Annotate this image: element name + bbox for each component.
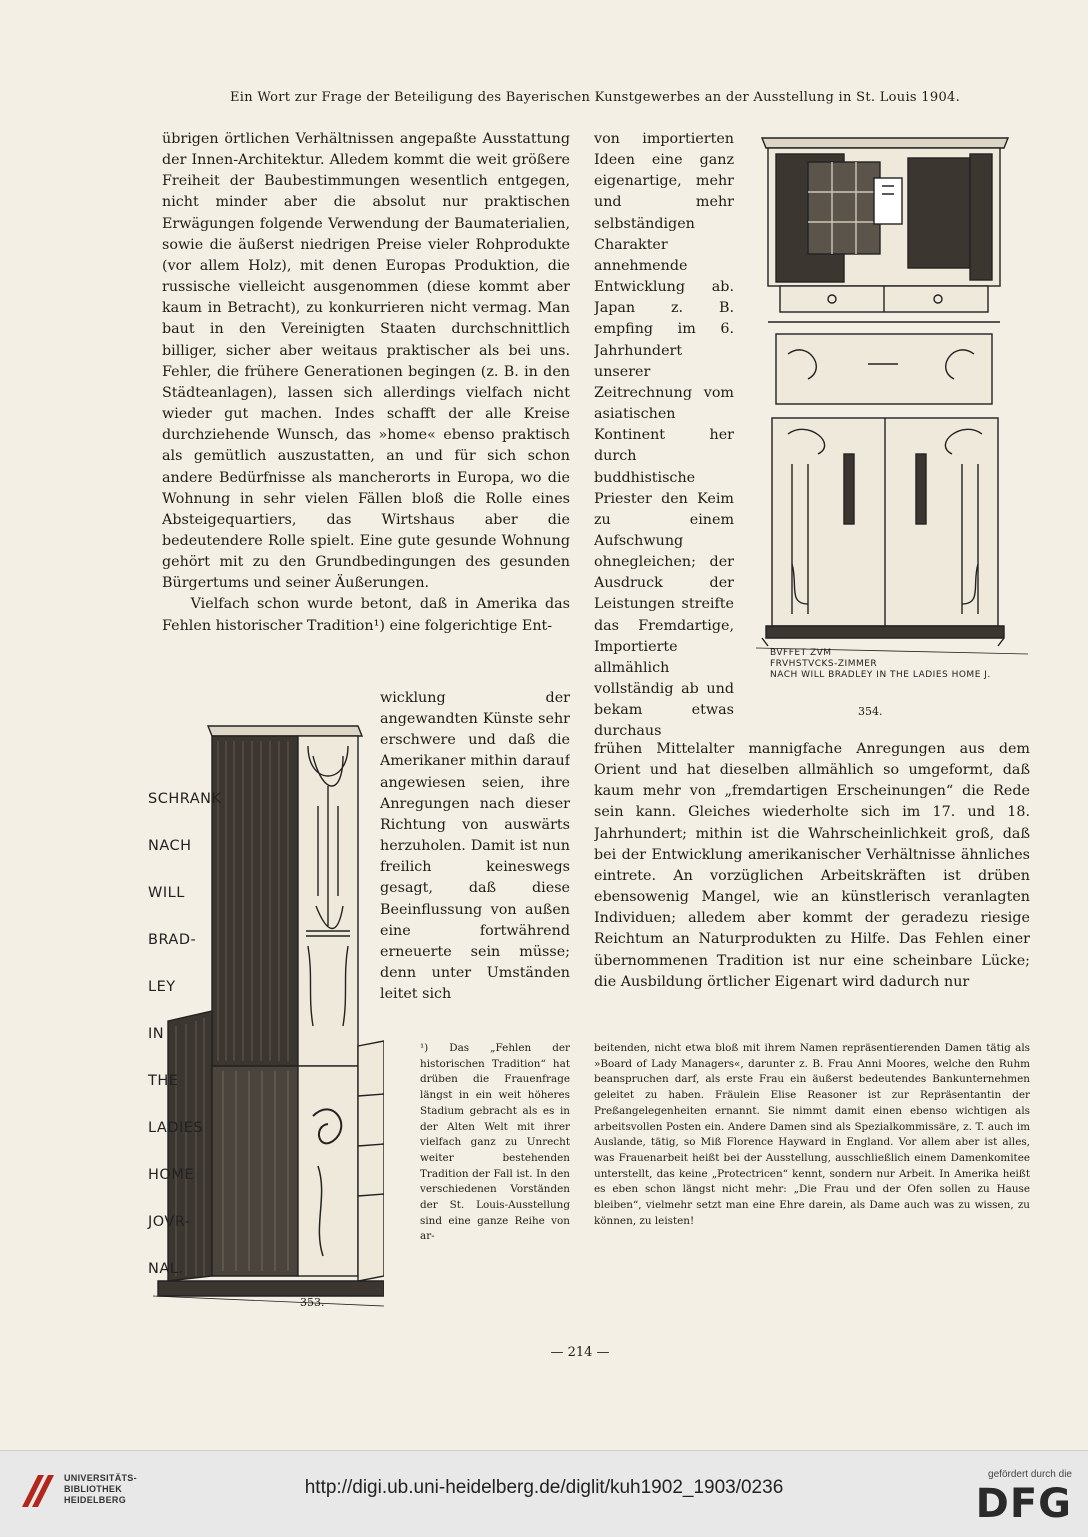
figure-353-caption	[148, 764, 222, 1305]
source-url-link[interactable]: http://digi.ub.uni-heidelberg.de/diglit/kuh1902_1903/0236	[304, 1477, 784, 1498]
caption-line: FRVHSTVCKS-ZIMMER	[770, 659, 878, 669]
page-number: — 214 —	[550, 1345, 610, 1360]
library-name-line: HEIDELBERG	[64, 1495, 127, 1505]
text-column-right-narrow	[594, 129, 734, 744]
caption-line: BRAD-	[148, 931, 197, 948]
paragraph: frühen Mittelalter mannigfache Anregungen aus dem Orient und hat dieselben allmählich so umgeformt, daß kaum mehr von „fremdartigen Erscheinungen“ die Rede sein kann. Gleiches wiederholte sich im 17. und 18. Jahrhundert; mithin ist die Wahrscheinlichkeit groß, daß bei der Entwicklung amerikanischer Verhältnisse ähnliches eintrete. An vorzüglichen Arbeitskräften ist drüben ebensowenig Mangel, wie an künstlerisch veranlagten Individuen; alledem aber kommt der geradezu riesige Reichtum an Naturprodukten zu Hilfe. Das Fehlen einer übernommenen Tradition ist nur eine scheinbare Lücke; die Ausbildung örtlicher Eigenart wird dadurch nur	[594, 741, 1030, 990]
caption-line: THE	[148, 1072, 179, 1089]
paragraph: übrigen örtlichen Verhältnissen angepaßte Ausstattung der Innen-Architektur. Alledem kommt die weit größere Freiheit der Baubestimmungen wesentlich entgegen, nicht minder aber die absolut nur praktischen Erwägungen folgende Verwendung der Baumaterialien, sowie die äußerst niedrigen Preise vieler Rohprodukte (vor allem Holz), mit denen Europas Produktion, die russische vielleicht ausgenommen (diese kommt aber kaum in Betracht), zu konkurrieren nicht vermag. Man baut in den Vereinigten Staaten durchschnittlich billiger, sicher aber weitaus praktischer als bei uns. Fehler, die frühere Generationen begingen (z. B. in den Städteanlagen), lassen sich allerdings vielfach nicht wieder gut machen. Indes schafft der alle Kreise durchziehende Wunsch, das »home« ebenso praktisch als gemütlich auszustatten, an und für sich schon andere Bedürfnisse als mancherorts in Europa, wo die Wohnung in sehr vielen Fällen bloß die Rolle eines Absteigequartiers, das Wirtshaus aber die bedeutendere Rolle spielt. Eine gute gesunde Wohnung gehört mit zu den Grundbedingungen des gesunden Bürgertums und seiner Äußerungen.	[162, 131, 570, 592]
caption-line: LADIES	[148, 1119, 204, 1136]
footer-bar	[0, 1450, 1088, 1537]
caption-line: JOVR-	[148, 1213, 191, 1230]
footnote-left	[420, 1041, 570, 1326]
caption-line: HOME	[148, 1166, 194, 1183]
figure-354-number: 354.	[858, 705, 883, 718]
dfg-funding-note: gefördert durch die	[988, 1469, 1072, 1480]
library-name-line: BIBLIOTHEK	[64, 1484, 122, 1494]
caption-line: IN	[148, 1025, 165, 1042]
figure-354-caption	[770, 648, 991, 681]
dfg-logo: DFG	[975, 1481, 1072, 1527]
paragraph: von importierten Ideen eine ganz eigenartige, mehr und mehr selbständigen Charakter annehmende Entwicklung ab. Japan z. B. empfing im 6. Jahrhundert unserer Zeitrechnung vom asiatischen Kontinent her durch buddhistische Priester den Keim zu einem Aufschwung ohnegleichen; der Ausdruck der Leistungen streifte das Fremdartige, Importierte allmählich vollständig ab und bekam etwas durchaus	[594, 131, 734, 740]
paragraph: Vielfach schon wurde betont, daß in Amerika das Fehlen historischer Tradition¹) eine folgerichtige Ent-	[162, 596, 570, 634]
caption-line: LEY	[148, 978, 176, 995]
figure-353-number: 353.	[300, 1296, 325, 1309]
caption-line: SCHRANK	[148, 790, 222, 807]
footnote-text: ¹) Das „Fehlen der historischen Tradition“ hat drüben die Frauenfrage längst in ein weit höheres Stadium gebracht als es in der Alten Welt mit ihrer vielfach ganz zu Unrecht weiter bestehenden Tradition der Fall ist. In den verschiedenen Vorständen der St. Louis-Ausstellung sind eine ganze Reihe von ar-	[420, 1042, 570, 1243]
footnote-right	[594, 1041, 1030, 1326]
text-column-right-wide	[594, 739, 1030, 1029]
caption-line: BVFFET ZVM	[770, 648, 832, 658]
library-name-line: UNIVERSITÄTS-	[64, 1473, 137, 1483]
caption-line: NACH WILL BRADLEY IN THE LADIES HOME J.	[770, 670, 991, 680]
caption-line: NAL.	[148, 1260, 184, 1277]
paragraph: wicklung der angewandten Künste sehr erschwere und daß die Amerikaner mithin darauf angewiesen seien, ihre Anregungen nach dieser Richtung von auswärts herzuholen. Damit ist nun freilich keineswegs gesagt, daß diese Beeinflussung von außen eine fortwährend erneuerte sein müsse; denn unter Umständen leitet sich	[380, 690, 570, 1003]
figure-354-buffet-illustration	[748, 134, 1038, 694]
text-column-middle	[380, 688, 570, 1033]
running-head: Ein Wort zur Frage der Beteiligung des Bayerischen Kunstgewerbes an der Ausstellung in St. Louis 1904.	[229, 90, 961, 105]
text-column-left	[162, 129, 570, 684]
caption-line: WILL	[148, 884, 185, 901]
footnote-text: beitenden, nicht etwa bloß mit ihrem Namen repräsentierenden Damen tätig als »Board of Lady Managers«, darunter z. B. Frau Anni Moores, welche den Ruhm beanspruchen darf, als erste Frau ein äußerst bedeutendes Bankunternehmen geleitet zu haben. Fräulein Elise Reasoner ist zur Repräsentantin der Preßangelegenheiten ernannt. Sie nimmt damit einen ebenso wichtigen als arbeitsvollen Posten ein. Andere Damen sind als Spezialkommissäre, z. T. auch im Auslande, tätig, so Miß Florence Hayward in England. Vor allem aber ist alles, was Frauenarbeit heißt bei der Ausstellung, ausschließlich einem Damenkomitee unterstellt, das keine „Protectricen“ kennt, sondern nur Arbeit. In Amerika heißt es eben schon längst nicht mehr: „Die Frau und der Ofen sollen zu Hause bleiben“, vielmehr setzt man eine Ehre darein, als Dame auch was zu wissen, zu können, zu leisten!	[594, 1042, 1030, 1227]
caption-line: NACH	[148, 837, 192, 854]
